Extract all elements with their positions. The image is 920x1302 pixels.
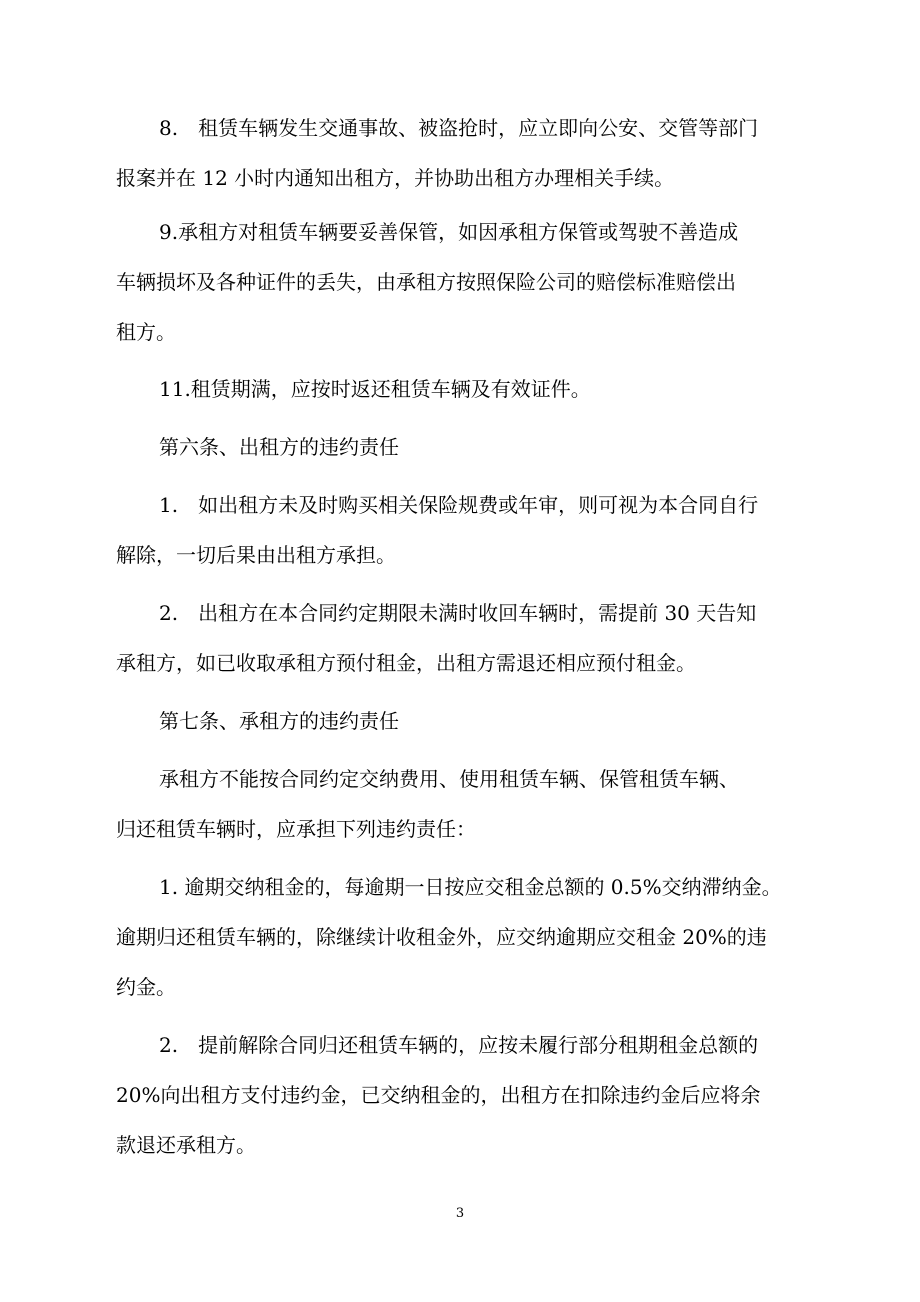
text-line: 逾期归还租赁车辆的，除继续计收租金外，应交纳逾期应交租金 20%的违: [116, 925, 767, 949]
text-line: 2. 出租方在本合同约定期限未满时收回车辆时，需提前 30 天告知: [159, 601, 757, 625]
text-line: 约金。: [116, 975, 176, 999]
text-line: 11.租赁期满，应按时返还租赁车辆及有效证件。: [159, 377, 591, 401]
text-line: 承租方不能按合同约定交纳费用、使用租赁车辆、保管租赁车辆、: [159, 767, 739, 791]
text-line: 款退还承租方。: [116, 1133, 256, 1157]
page-number: 3: [455, 1206, 465, 1221]
text-line: 承租方，如已收取承租方预付租金，出租方需退还相应预付租金。: [116, 651, 696, 675]
text-line: 20%向出租方支付违约金，已交纳租金的，出租方在扣除违约金后应将余: [116, 1083, 761, 1107]
section-heading: 第六条、出租方的违约责任: [159, 435, 399, 459]
section-heading: 第七条、承租方的违约责任: [159, 709, 399, 733]
text-line: 9.承租方对租赁车辆要妥善保管，如因承租方保管或驾驶不善造成: [159, 220, 739, 244]
text-line: 租方。: [116, 320, 176, 344]
text-line: 报案并在 12 小时内通知出租方，并协助出租方办理相关手续。: [116, 166, 675, 190]
text-line: 2. 提前解除合同归还租赁车辆的，应按未履行部分租期租金总额的: [159, 1033, 759, 1057]
text-line: 车辆损坏及各种证件的丢失，由承租方按照保险公司的赔偿标准赔偿出: [116, 270, 736, 294]
text-line: 8. 租赁车辆发生交通事故、被盗抢时，应立即向公安、交管等部门: [159, 116, 759, 140]
text-line: 1. 如出租方未及时购买相关保险规费或年审，则可视为本合同自行: [159, 493, 759, 517]
text-line: 1. 逾期交纳租金的，每逾期一日按应交租金总额的 0.5%交纳滞纳金。: [159, 875, 782, 899]
text-line: 解除，一切后果由出租方承担。: [116, 543, 396, 567]
text-line: 归还租赁车辆时，应承担下列违约责任：: [116, 817, 476, 841]
